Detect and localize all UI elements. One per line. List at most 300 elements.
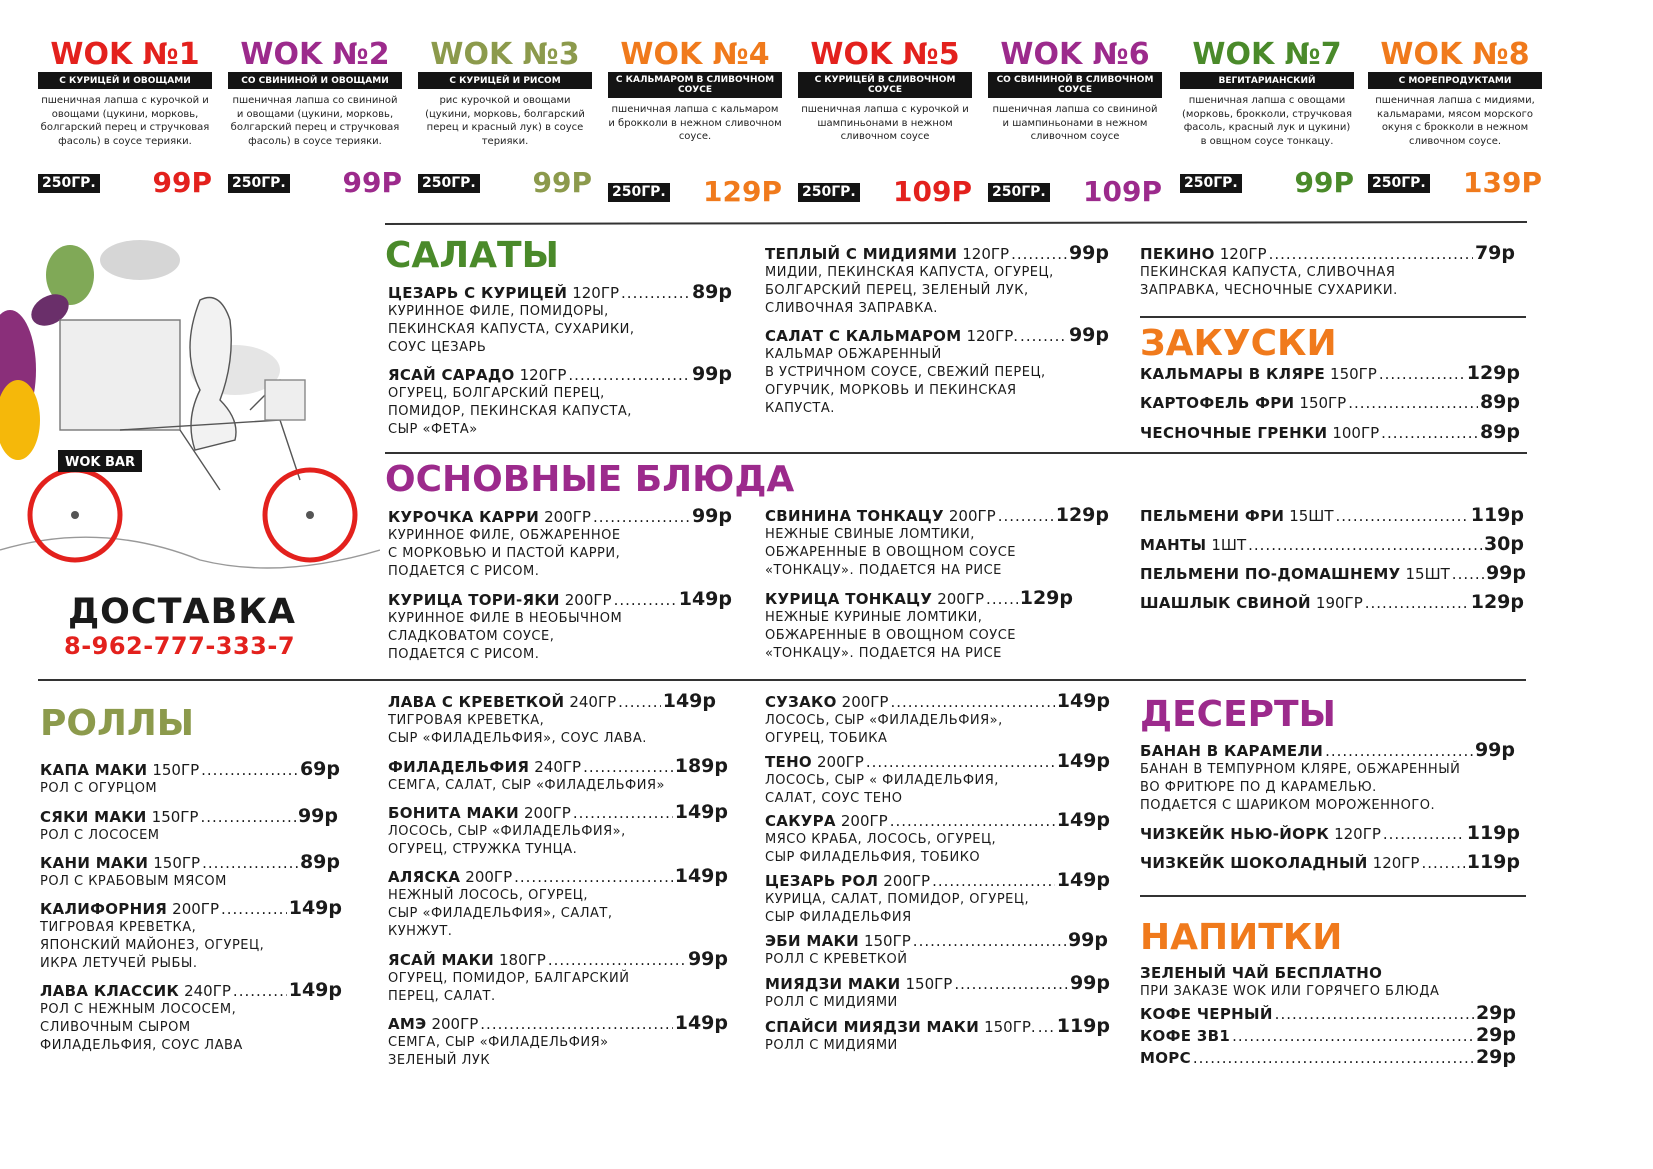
item-name: САКУРА <box>765 812 836 830</box>
item-price: 89р <box>1479 391 1520 413</box>
item-description: СЫР «ФИЛАДЕЛЬФИЯ», САЛАТ, <box>388 906 613 921</box>
item-weight: 150ГР <box>1330 365 1377 383</box>
wok-subtitle: С КУРИЦЕЙ В СЛИВОЧНОМ СОУСЕ <box>798 72 972 98</box>
item-weight: 120ГР <box>1334 825 1381 843</box>
item-line <box>388 756 728 777</box>
item-weight: 150ГР <box>905 975 953 993</box>
wok-subtitle: С КУРИЦЕЙ И ОВОЩАМИ <box>38 72 212 89</box>
item-description: ВО ФРИТЮРЕ ПО Д КАРАМЕЛЬЮ. <box>1140 780 1377 795</box>
item-line <box>1140 243 1515 264</box>
item-description: РОЛ С КРАБОВЫМ МЯСОМ <box>40 874 227 889</box>
item-weight: 150ГР <box>152 761 200 779</box>
item-description: СОУС ЦЕЗАРЬ <box>388 340 487 355</box>
item-name: ЧИЗКЕЙК НЬЮ-ЙОРК <box>1140 825 1330 843</box>
item-price: 99р <box>1067 929 1108 951</box>
item-description: КУРИЦА, САЛАТ, ПОМИДОР, ОГУРЕЦ, <box>765 892 1030 907</box>
wok-price: 129Р <box>703 175 782 208</box>
dot-leader <box>593 507 690 527</box>
item-weight: 200ГР <box>840 812 888 830</box>
wok-description: пшеничная лапша с курочкой и шампиньонами в нежном сливочном соусе <box>801 104 969 142</box>
item-weight: 150ГР <box>151 808 199 826</box>
item-description: МЯСО КРАБА, ЛОСОСЬ, ОГУРЕЦ, <box>765 832 997 847</box>
menu-item[interactable] <box>1140 534 1524 555</box>
item-description: ОБЖАРЕННЫЕ В ОВОЩНОМ СОУСЕ <box>765 545 1016 560</box>
item-line <box>765 930 1108 951</box>
wok-title: WOK №1 <box>50 37 200 72</box>
item-description: КАПУСТА. <box>765 401 835 416</box>
item-weight: 200ГР <box>841 693 889 711</box>
item-description: ФИЛАДЕЛЬФИЯ, СОУС ЛАВА <box>40 1038 243 1053</box>
wok-weight: 250ГР. <box>608 183 670 202</box>
menu-item[interactable] <box>40 980 342 1055</box>
dot-leader <box>583 757 673 777</box>
menu-item[interactable] <box>765 751 1110 808</box>
item-weight: 200ГР <box>544 508 591 526</box>
item-weight: 120ГР <box>1372 854 1420 872</box>
dot-leader <box>202 853 298 873</box>
item-name: КУРОЧКА КАРРИ <box>388 508 540 526</box>
item-name: СУЗАКО <box>765 693 837 711</box>
dot-leader <box>1269 244 1473 264</box>
item-line <box>40 759 340 780</box>
wok-card[interactable] <box>418 38 592 208</box>
wok-row <box>38 38 1628 208</box>
delivery-title: ДОСТАВКА <box>68 592 296 632</box>
item-line <box>765 505 1109 526</box>
item-name: ШАШЛЫК СВИНОЙ <box>1140 594 1311 612</box>
wok-title: WOK №4 <box>620 37 770 72</box>
menu-item[interactable] <box>388 506 732 581</box>
item-price: 119р <box>1056 1015 1110 1037</box>
wok-description: пшеничная лапша с овощами (морковь, брокколи, стручковая фасоль, красный лук и цукини) в овщном соусе тонкацу. <box>1182 95 1352 147</box>
item-weight: 150ГР <box>153 854 201 872</box>
item-line <box>388 506 732 527</box>
item-price: 29р <box>1475 1046 1516 1068</box>
item-name: КАРТОФЕЛЬ ФРИ <box>1140 394 1295 412</box>
item-name: МАНТЫ <box>1140 536 1207 554</box>
menu-item[interactable] <box>1140 1047 1516 1068</box>
item-description: ПЕКИНСКАЯ КАПУСТА, СЛИВОЧНАЯ <box>1140 265 1396 280</box>
wok-weight: 250ГР. <box>1368 174 1430 193</box>
item-price: 99р <box>691 505 732 527</box>
item-description: КУРИННОЕ ФИЛЕ, ОБЖАРЕННОЕ <box>388 528 621 543</box>
item-weight: 240ГР <box>184 982 231 1000</box>
item-name: ЛАВА С КРЕВЕТКОЙ <box>388 693 565 711</box>
item-description: ПОМИДОР, ПЕКИНСКАЯ КАПУСТА, <box>388 404 632 419</box>
item-name: АМЭ <box>388 1015 427 1033</box>
wok-title: WOK №2 <box>240 37 390 72</box>
item-name: ЦЕЗАРЬ РОЛ <box>765 872 879 890</box>
item-weight: 190ГР <box>1315 594 1363 612</box>
menu-item[interactable] <box>40 759 340 798</box>
wok-subtitle: СО СВИНИНОЙ И ОВОЩАМИ <box>228 72 402 89</box>
item-name: ЯСАЙ МАКИ <box>388 951 494 969</box>
item-line <box>388 1013 728 1034</box>
wok-card[interactable] <box>988 38 1162 208</box>
wok-price: 109Р <box>893 175 972 208</box>
item-description: ПРИ ЗАКАЗЕ WOK ИЛИ ГОРЯЧЕГО БЛЮДА <box>1140 984 1440 999</box>
item-line <box>1140 1047 1516 1068</box>
menu-item[interactable] <box>1140 963 1520 1001</box>
item-price: 99р <box>1069 972 1110 994</box>
item-line <box>765 588 1073 609</box>
menu-item[interactable] <box>1140 422 1520 443</box>
item-description: ЯПОНСКИЙ МАЙОНЕЗ, ОГУРЕЦ, <box>40 938 265 953</box>
wok-description: пшеничная лапша с кальмаром и брокколи в нежном сливочном соусе. <box>608 104 782 142</box>
item-name: КУРИЦА ТОНКАЦУ <box>765 590 933 608</box>
item-name: КУРИЦА ТОРИ-ЯКИ <box>388 591 560 609</box>
item-weight: 180ГР <box>499 951 546 969</box>
dot-leader <box>1020 326 1067 346</box>
dot-leader <box>866 752 1055 772</box>
item-line <box>1140 592 1524 613</box>
item-price: 99р <box>297 805 338 827</box>
wok-price-row <box>1368 168 1542 198</box>
bicycle-illustration <box>0 220 380 595</box>
item-description: КУНЖУТ. <box>388 924 453 939</box>
item-name: КОФЕ 3В1 <box>1140 1027 1231 1045</box>
item-line <box>1140 422 1520 443</box>
wok-weight: 250ГР. <box>1180 174 1242 193</box>
dot-leader <box>932 871 1055 891</box>
item-name: КАНИ МАКИ <box>40 854 149 872</box>
wok-price-row <box>608 177 782 207</box>
dot-leader <box>1325 741 1473 761</box>
menu-item[interactable] <box>765 691 1110 748</box>
section-salads: САЛАТЫ <box>385 235 559 276</box>
item-price: 149р <box>288 897 342 919</box>
item-description: СЕМГА, СЫР «ФИЛАДЕЛЬФИЯ» <box>388 1035 609 1050</box>
dot-leader <box>1193 1048 1474 1068</box>
item-description: КАЛЬМАР ОБЖАРЕННЫЙ <box>765 347 942 362</box>
menu-item[interactable] <box>1140 852 1520 873</box>
item-price: 99р <box>687 948 728 970</box>
menu-item[interactable] <box>1140 1025 1516 1046</box>
wok-card[interactable] <box>608 38 782 208</box>
item-price: 89р <box>691 281 732 303</box>
item-name: МОРС <box>1140 1049 1191 1067</box>
item-weight: 200ГР <box>172 900 219 918</box>
dot-leader <box>618 692 661 712</box>
item-name: ЗЕЛЕНЫЙ ЧАЙ БЕСПЛАТНО <box>1140 964 1383 982</box>
item-line <box>1140 1025 1516 1046</box>
item-name: КАЛИФОРНИЯ <box>40 900 168 918</box>
item-price: 129р <box>1470 591 1524 613</box>
menu-item[interactable] <box>1140 1003 1516 1024</box>
item-name: БОНИТА МАКИ <box>388 804 520 822</box>
item-name: КАПА МАКИ <box>40 761 148 779</box>
wok-weight: 250ГР. <box>988 183 1050 202</box>
item-name: ЧЕСНОЧНЫЕ ГРЕНКИ <box>1140 424 1328 442</box>
item-description: ОГУРЕЦ, ТОБИКА <box>765 731 888 746</box>
item-line <box>40 806 338 827</box>
item-description: ЛОСОСЬ, СЫР «ФИЛАДЕЛЬФИЯ», <box>765 713 1003 728</box>
wok-price: 99Р <box>342 166 402 199</box>
item-description: ЗАПРАВКА, ЧЕСНОЧНЫЕ СУХАРИКИ. <box>1140 283 1398 298</box>
dot-leader <box>1232 1026 1474 1046</box>
menu-item[interactable] <box>388 866 728 941</box>
item-weight: 150ГР <box>1299 394 1347 412</box>
item-description: ТИГРОВАЯ КРЕВЕТКА, <box>388 713 545 728</box>
item-weight: 240ГР <box>534 758 582 776</box>
item-weight: 240ГР <box>569 693 617 711</box>
item-line <box>1140 823 1520 844</box>
item-line <box>765 243 1109 264</box>
dot-leader <box>890 692 1054 712</box>
item-description: КУРИННОЕ ФИЛЕ В НЕОБЫЧНОМ <box>388 611 623 626</box>
item-description: СЕМГА, САЛАТ, СЫР «ФИЛАДЕЛЬФИЯ» <box>388 778 665 793</box>
item-line <box>388 949 728 970</box>
sketch-icon <box>0 298 380 569</box>
item-name: КАЛЬМАРЫ В КЛЯРЕ <box>1140 365 1326 383</box>
item-price: 119р <box>1466 851 1520 873</box>
wok-card[interactable] <box>1180 38 1354 208</box>
menu-item[interactable] <box>1140 243 1515 300</box>
wok-weight: 250ГР. <box>38 174 100 193</box>
item-description: РОЛЛ С МИДИЯМИ <box>765 995 898 1010</box>
item-price: 149р <box>1056 690 1110 712</box>
item-description: ПЕКИНСКАЯ КАПУСТА, СУХАРИКИ, <box>388 322 635 337</box>
dot-leader <box>514 867 673 887</box>
wok-subtitle: СО СВИНИНОЙ В СЛИВОЧНОМ СОУСЕ <box>988 72 1162 98</box>
item-line <box>388 282 732 303</box>
wok-title: WOK №5 <box>810 37 960 72</box>
wok-weight: 250ГР. <box>228 174 290 193</box>
item-line <box>765 325 1109 346</box>
wok-description: пшеничная лапша со свининой и шампиньонами в нежном сливочном соусе <box>992 104 1158 142</box>
dot-leader <box>1011 244 1067 264</box>
dot-leader <box>1381 423 1478 443</box>
menu-item[interactable] <box>1140 740 1515 815</box>
item-price: 149р <box>1056 750 1110 772</box>
dot-leader <box>913 931 1066 951</box>
item-line <box>1140 505 1524 526</box>
dot-leader <box>614 590 677 610</box>
item-price: 99р <box>1068 324 1109 346</box>
item-price: 69р <box>299 758 340 780</box>
item-description: ЛОСОСЬ, СЫР « ФИЛАДЕЛЬФИЯ, <box>765 773 999 788</box>
menu-item[interactable] <box>388 364 732 439</box>
item-name: ТЕПЛЫЙ С МИДИЯМИ <box>765 245 958 263</box>
menu-item[interactable] <box>765 243 1109 318</box>
item-price: 129р <box>1466 362 1520 384</box>
item-description: ОГУРЕЦ, СТРУЖКА ТУНЦА. <box>388 842 578 857</box>
item-weight: 200ГР <box>465 868 513 886</box>
item-description: СЛАДКОВАТОМ СОУСЕ, <box>388 629 555 644</box>
menu-item[interactable] <box>765 505 1109 580</box>
item-name: БАНАН В КАРАМЕЛИ <box>1140 742 1324 760</box>
item-line <box>388 364 732 385</box>
wok-description: пшеничная лапша с курочкой и овощами (цукини, морковь, болгарский перец и стручковая фасоль) в соусе терияки. <box>40 95 210 147</box>
item-description: ИКРА ЛЕТУЧЕЙ РЫБЫ. <box>40 956 198 971</box>
dot-leader <box>1275 1004 1474 1024</box>
item-name: ТЕНО <box>765 753 812 771</box>
menu-item[interactable] <box>765 810 1110 867</box>
item-price: 99р <box>1068 242 1109 264</box>
item-line <box>388 589 732 610</box>
dot-leader <box>201 760 298 780</box>
menu-item[interactable] <box>765 973 1110 1012</box>
menu-item[interactable] <box>388 802 728 859</box>
item-price: 149р <box>662 690 716 712</box>
section-desserts: ДЕСЕРТЫ <box>1140 694 1336 735</box>
item-name: ЛАВА КЛАССИК <box>40 982 180 1000</box>
item-weight: 120ГР <box>572 284 620 302</box>
menu-item[interactable] <box>1140 592 1524 613</box>
item-description: НЕЖНЫЙ ЛОСОСЬ, ОГУРЕЦ, <box>388 888 589 903</box>
item-name: ПЕЛЬМЕНИ ФРИ <box>1140 507 1285 525</box>
menu-item[interactable] <box>40 852 340 891</box>
wok-price-row <box>988 177 1162 207</box>
item-line <box>388 691 716 712</box>
item-weight: 150ГР <box>863 932 911 950</box>
wok-card[interactable] <box>228 38 402 208</box>
item-weight: 200ГР <box>524 804 571 822</box>
wok-card[interactable] <box>1368 38 1542 208</box>
wok-price: 99Р <box>152 166 212 199</box>
item-line <box>1140 392 1520 413</box>
menu-item[interactable] <box>765 930 1108 969</box>
item-description: ЗЕЛЕНЫЙ ЛУК <box>388 1053 491 1068</box>
item-description: «ТОНКАЦУ». ПОДАЕТСЯ НА РИСЕ <box>765 646 1002 661</box>
wok-price-row <box>418 168 592 198</box>
item-price: 29р <box>1475 1002 1516 1024</box>
item-name: ЯСАЙ САРАДО <box>388 366 515 384</box>
item-description: СЫР «ФИЛАДЕЛЬФИЯ», СОУС ЛАВА. <box>388 731 647 746</box>
item-line <box>1140 534 1524 555</box>
item-name: КОФЕ ЧЕРНЫЙ <box>1140 1005 1273 1023</box>
item-line <box>40 898 342 919</box>
item-line <box>388 866 728 887</box>
dot-leader <box>621 283 690 303</box>
item-price: 30р <box>1483 533 1524 555</box>
dot-leader <box>1379 364 1465 384</box>
item-price: 119р <box>1466 822 1520 844</box>
menu-item[interactable] <box>40 806 338 845</box>
item-weight: 200ГР <box>883 872 931 890</box>
item-weight: 15ШТ <box>1289 507 1334 525</box>
item-description: РОЛЛ С КРЕВЕТКОЙ <box>765 952 908 967</box>
menu-item[interactable] <box>40 898 342 973</box>
item-description: КУРИННОЕ ФИЛЕ, ПОМИДОРЫ, <box>388 304 609 319</box>
item-description: РОЛ С НЕЖНЫМ ЛОСОСЕМ, <box>40 1002 237 1017</box>
menu-item[interactable] <box>1140 392 1520 413</box>
item-weight: 200ГР <box>948 507 996 525</box>
item-name: ПЕКИНО <box>1140 245 1215 263</box>
wok-price: 99Р <box>1294 166 1354 199</box>
menu-item[interactable] <box>388 949 728 1006</box>
item-name: МИЯДЗИ МАКИ <box>765 975 901 993</box>
item-weight: 200ГР <box>937 590 985 608</box>
dot-leader <box>1038 1017 1055 1037</box>
item-weight: 200ГР <box>431 1015 479 1033</box>
item-price: 149р <box>674 1012 728 1034</box>
dot-leader <box>1452 564 1484 584</box>
item-description: РОЛ С ОГУРЦОМ <box>40 781 158 796</box>
menu-item[interactable] <box>1140 363 1520 384</box>
menu-item[interactable] <box>388 691 716 748</box>
item-price: 129р <box>1019 587 1073 609</box>
item-price: 149р <box>674 865 728 887</box>
item-price: 149р <box>678 588 732 610</box>
item-description: «ТОНКАЦУ». ПОДАЕТСЯ НА РИСЕ <box>765 563 1002 578</box>
menu-item[interactable] <box>388 1013 728 1070</box>
menu-item[interactable] <box>1140 823 1520 844</box>
item-name: ЦЕЗАРЬ С КУРИЦЕЙ <box>388 284 568 302</box>
item-description: ОГУРЕЦ, ПОМИДОР, БАЛГАРСКИЙ <box>388 971 630 986</box>
wok-title: WOK №6 <box>1000 37 1150 72</box>
item-line <box>1140 740 1515 761</box>
menu-item[interactable] <box>765 325 1109 418</box>
item-name: ПЕЛЬМЕНИ ПО-ДОМАШНЕМУ <box>1140 565 1401 583</box>
menu-item[interactable] <box>765 1016 1110 1055</box>
item-description: РОЛ С ЛОСОСЕМ <box>40 828 160 843</box>
item-description: ПЕРЕЦ, САЛАТ. <box>388 989 496 1004</box>
divider <box>1140 895 1526 897</box>
menu-item[interactable] <box>388 589 732 664</box>
item-description: СЛИВОЧНАЯ ЗАПРАВКА. <box>765 301 938 316</box>
item-description: МИДИИ, ПЕКИНСКАЯ КАПУСТА, ОГУРЕЦ, <box>765 265 1054 280</box>
dot-leader <box>548 950 686 970</box>
menu-item[interactable] <box>1140 563 1526 584</box>
dot-leader <box>573 803 673 823</box>
menu-item[interactable] <box>1140 505 1524 526</box>
item-description: РОЛЛ С МИДИЯМИ <box>765 1038 898 1053</box>
wok-card[interactable] <box>798 38 972 208</box>
menu-item[interactable] <box>765 588 1073 663</box>
item-weight: 1ШТ <box>1211 536 1247 554</box>
delivery-phone[interactable]: 8-962-777-333-7 <box>64 632 296 660</box>
item-price: 99р <box>691 363 732 385</box>
item-name: СПАЙСИ МИЯДЗИ МАКИ <box>765 1018 980 1036</box>
dot-leader <box>998 506 1054 526</box>
item-description: СЫР «ФЕТА» <box>388 422 478 437</box>
item-line <box>765 870 1110 891</box>
item-weight: 15ШТ <box>1405 565 1450 583</box>
menu-item[interactable] <box>388 756 728 795</box>
dot-leader <box>1248 535 1482 555</box>
wok-price-row <box>1180 168 1354 198</box>
item-description: С МОРКОВЬЮ И ПАСТОЙ КАРРИ, <box>388 546 621 561</box>
item-line <box>765 691 1110 712</box>
wok-price: 99Р <box>532 166 592 199</box>
item-price: 149р <box>1056 869 1110 891</box>
item-name: ФИЛАДЕЛЬФИЯ <box>388 758 530 776</box>
item-price: 89р <box>1479 421 1520 443</box>
item-description: ПОДАЕТСЯ С РИСОМ. <box>388 647 540 662</box>
section-snacks: ЗАКУСКИ <box>1140 323 1337 364</box>
item-weight: 120ГР <box>962 245 1010 263</box>
item-line <box>765 1016 1110 1037</box>
divider <box>38 679 1526 681</box>
menu-item[interactable] <box>765 870 1110 927</box>
section-drinks: НАПИТКИ <box>1140 917 1343 958</box>
wok-card[interactable] <box>38 38 212 208</box>
item-line <box>1140 852 1520 873</box>
menu-item[interactable] <box>388 282 732 357</box>
wok-price-row <box>38 168 212 198</box>
item-weight: 120ГР <box>519 366 567 384</box>
wok-subtitle: С КУРИЦЕЙ И РИСОМ <box>418 72 592 89</box>
item-description: САЛАТ, СОУС ТЕНО <box>765 791 903 806</box>
item-description: В УСТРИЧНОМ СОУСЕ, СВЕЖИЙ ПЕРЕЦ, <box>765 365 1046 380</box>
wok-price: 109Р <box>1083 175 1162 208</box>
item-price: 119р <box>1470 504 1524 526</box>
dot-leader <box>1336 506 1469 526</box>
item-description: ОГУРЧИК, МОРКОВЬ И ПЕКИНСКАЯ <box>765 383 1017 398</box>
wok-title: WOK №3 <box>430 37 580 72</box>
wok-price-row <box>798 177 972 207</box>
